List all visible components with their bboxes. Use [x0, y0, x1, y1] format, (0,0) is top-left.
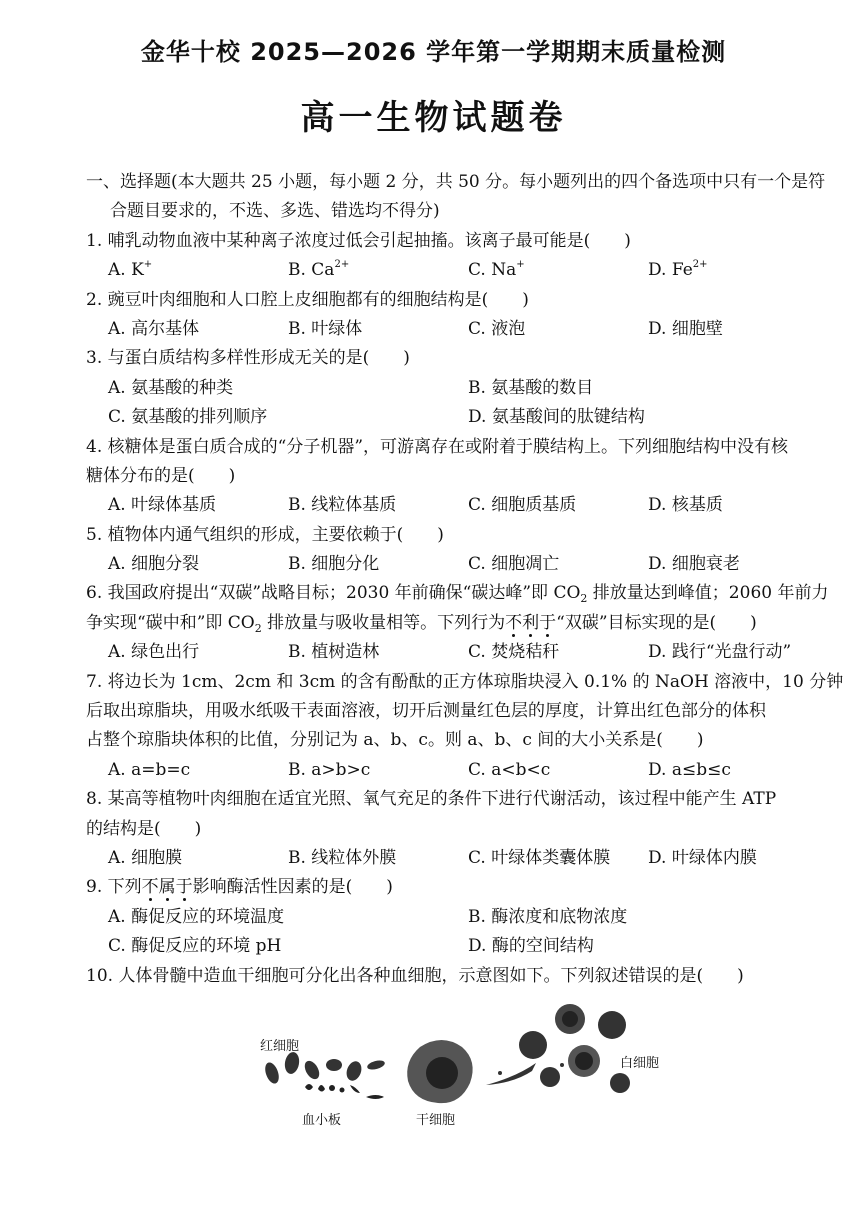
question-8-stem: 8. 某高等植物叶肉细胞在适宜光照、氧气充足的条件下进行代谢活动，该过程中能产生 ATP: [86, 789, 777, 810]
option-a: A. 细胞分裂: [108, 554, 200, 575]
option-c: C. 细胞凋亡: [468, 554, 560, 575]
option-c: C. 液泡: [468, 318, 526, 339]
option-a: A. 高尔基体: [108, 318, 200, 339]
emphasis-char: 于: [539, 612, 557, 633]
question-4-stem: 4. 核糖体是蛋白质合成的“分子机器”，可游离存在或附着于膜结构上。下列细胞结构中没有核: [86, 436, 789, 457]
question-5-stem: 5. 植物体内通气组织的形成，主要依赖于( ): [86, 524, 444, 545]
question-1-options: [86, 256, 831, 285]
option-a: A. K+: [108, 259, 153, 281]
option-d: D. 核基质: [648, 495, 723, 516]
question-1-stem: 1. 哺乳动物血液中某种离子浓度过低会引起抽搐。该离子最可能是( ): [86, 230, 631, 251]
option-d: D. 细胞衰老: [648, 554, 740, 575]
exam-title: 金华十校 2025—2026 学年第一学期期末质量检测: [140, 38, 727, 66]
question-3-options-row1: [86, 374, 831, 403]
blood-cell-diagram: [250, 995, 670, 1135]
option-b: B. 酶浓度和底物浓度: [468, 906, 628, 927]
white-blood-cells: [519, 1004, 630, 1093]
option-a: A. 细胞膜: [108, 847, 183, 868]
question-8-options: [86, 844, 831, 873]
emphasis-char: 属: [158, 877, 176, 898]
question-7-stem-cont1: 后取出琼脂块，用吸水纸吸干表面溶液，切开后测量红色层的厚度，计算出红色部分的体积: [86, 701, 766, 722]
question-5-options: [86, 550, 831, 579]
option-d: D. 细胞壁: [648, 318, 723, 339]
option-c: C. 细胞质基质: [468, 495, 577, 516]
option-b: B. a>b>c: [288, 759, 371, 780]
question-4-stem-cont: 糖体分布的是( ): [86, 465, 236, 486]
emphasis-text: [505, 613, 556, 633]
emphasis-char: 于: [175, 877, 193, 898]
stem-cell: [407, 1040, 472, 1103]
question-2-options: [86, 315, 831, 344]
emphasis-char: 不: [141, 877, 159, 898]
question-9-stem: 9. 下列不属于影响酶活性因素的是( ): [86, 877, 393, 898]
emphasis-text: [142, 877, 193, 897]
option-d: D. a≤b≤c: [648, 759, 731, 780]
question-6-stem: 6. 我国政府提出“双碳”战略目标；2030 年前确保“碳达峰”即 $CO_2$ 排放量达到峰值；2060 年前力: [86, 583, 829, 606]
option-d: D. $Fe^{2+}$: [648, 259, 708, 281]
section-heading-cont: 合题目要求的，不选、多选、错选均不得分): [110, 201, 440, 222]
emphasis-char: 利: [522, 612, 540, 633]
option-b: B. $Ca^{2+}$: [288, 259, 350, 281]
question-content: [86, 168, 844, 991]
label-white-blood-cell: 白细胞: [620, 1056, 660, 1071]
option-b: B. 植树造林: [288, 642, 380, 663]
option-a: A. 酶促反应的环境温度: [108, 906, 285, 927]
option-b: B. 叶绿体: [288, 318, 363, 339]
option-a: A. 氨基酸的种类: [108, 377, 234, 398]
red-blood-cells: [263, 1051, 386, 1085]
option-c: C. Na+: [468, 259, 525, 281]
option-c: C. 叶绿体类囊体膜: [468, 847, 611, 868]
option-c: C. 酶促反应的环境 pH: [108, 936, 282, 957]
question-6-options: [86, 638, 831, 667]
section-heading: 一、选择题(本大题共 25 小题，每小题 2 分，共 50 分。每小题列出的四个备选项中只有一个是符: [86, 172, 826, 192]
label-stem-cell: 干细胞: [416, 1113, 456, 1128]
option-a: A. 叶绿体基质: [108, 495, 217, 516]
option-a: A. 绿色出行: [108, 642, 200, 663]
option-c: C. 氨基酸的排列顺序: [108, 407, 268, 428]
option-d: D. 氨基酸间的肽键结构: [468, 407, 645, 428]
option-a: A. a=b=c: [108, 759, 191, 780]
subject-title: 高一生物试题卷: [300, 98, 567, 138]
label-platelet: 血小板: [302, 1113, 342, 1128]
question-7-options: [86, 756, 831, 785]
question-2-stem: 2. 豌豆叶肉细胞和人口腔上皮细胞都有的细胞结构是( ): [86, 289, 529, 310]
platelets: [305, 1084, 384, 1099]
option-d: D. 叶绿体内膜: [648, 847, 757, 868]
question-9-options-row2: [86, 932, 831, 961]
option-d: D. 践行“光盘行动”: [648, 642, 792, 663]
question-7-stem: 7. 将边长为 1cm、2cm 和 3cm 的含有酚酞的正方体琼脂块浸入 0.1% 的 NaOH 溶液中，10 分钟: [86, 671, 844, 692]
option-c: C. 焚烧秸秆: [468, 642, 560, 663]
question-9-options-row1: [86, 903, 831, 932]
label-red-blood-cell: 红细胞: [260, 1039, 300, 1054]
question-8-stem-cont: 的结构是( ): [86, 818, 202, 839]
question-6-stem-cont: 争实现“碳中和”即 $CO_2$ 排放量与吸收量相等。下列行为不利于“双碳”目标实现的是( ): [86, 612, 757, 635]
option-b: B. 线粒体外膜: [288, 847, 397, 868]
option-b: B. 氨基酸的数目: [468, 377, 594, 398]
option-d: D. 酶的空间结构: [468, 936, 594, 957]
option-c: C. a<b<c: [468, 759, 551, 780]
option-b: B. 细胞分化: [288, 554, 380, 575]
option-b: B. 线粒体基质: [288, 495, 397, 516]
question-7-stem-cont2: 占整个琼脂块体积的比值，分别记为 a、b、c。则 a、b、c 间的大小关系是( ): [86, 730, 704, 751]
question-3-stem: 3. 与蛋白质结构多样性形成无关的是( ): [86, 348, 410, 369]
question-4-options: [86, 491, 831, 520]
emphasis-char: 不: [505, 612, 523, 633]
question-10-stem: 10. 人体骨髓中造血干细胞可分化出各种血细胞，示意图如下。下列叙述错误的是( ): [86, 965, 744, 986]
question-3-options-row2: [86, 403, 831, 432]
